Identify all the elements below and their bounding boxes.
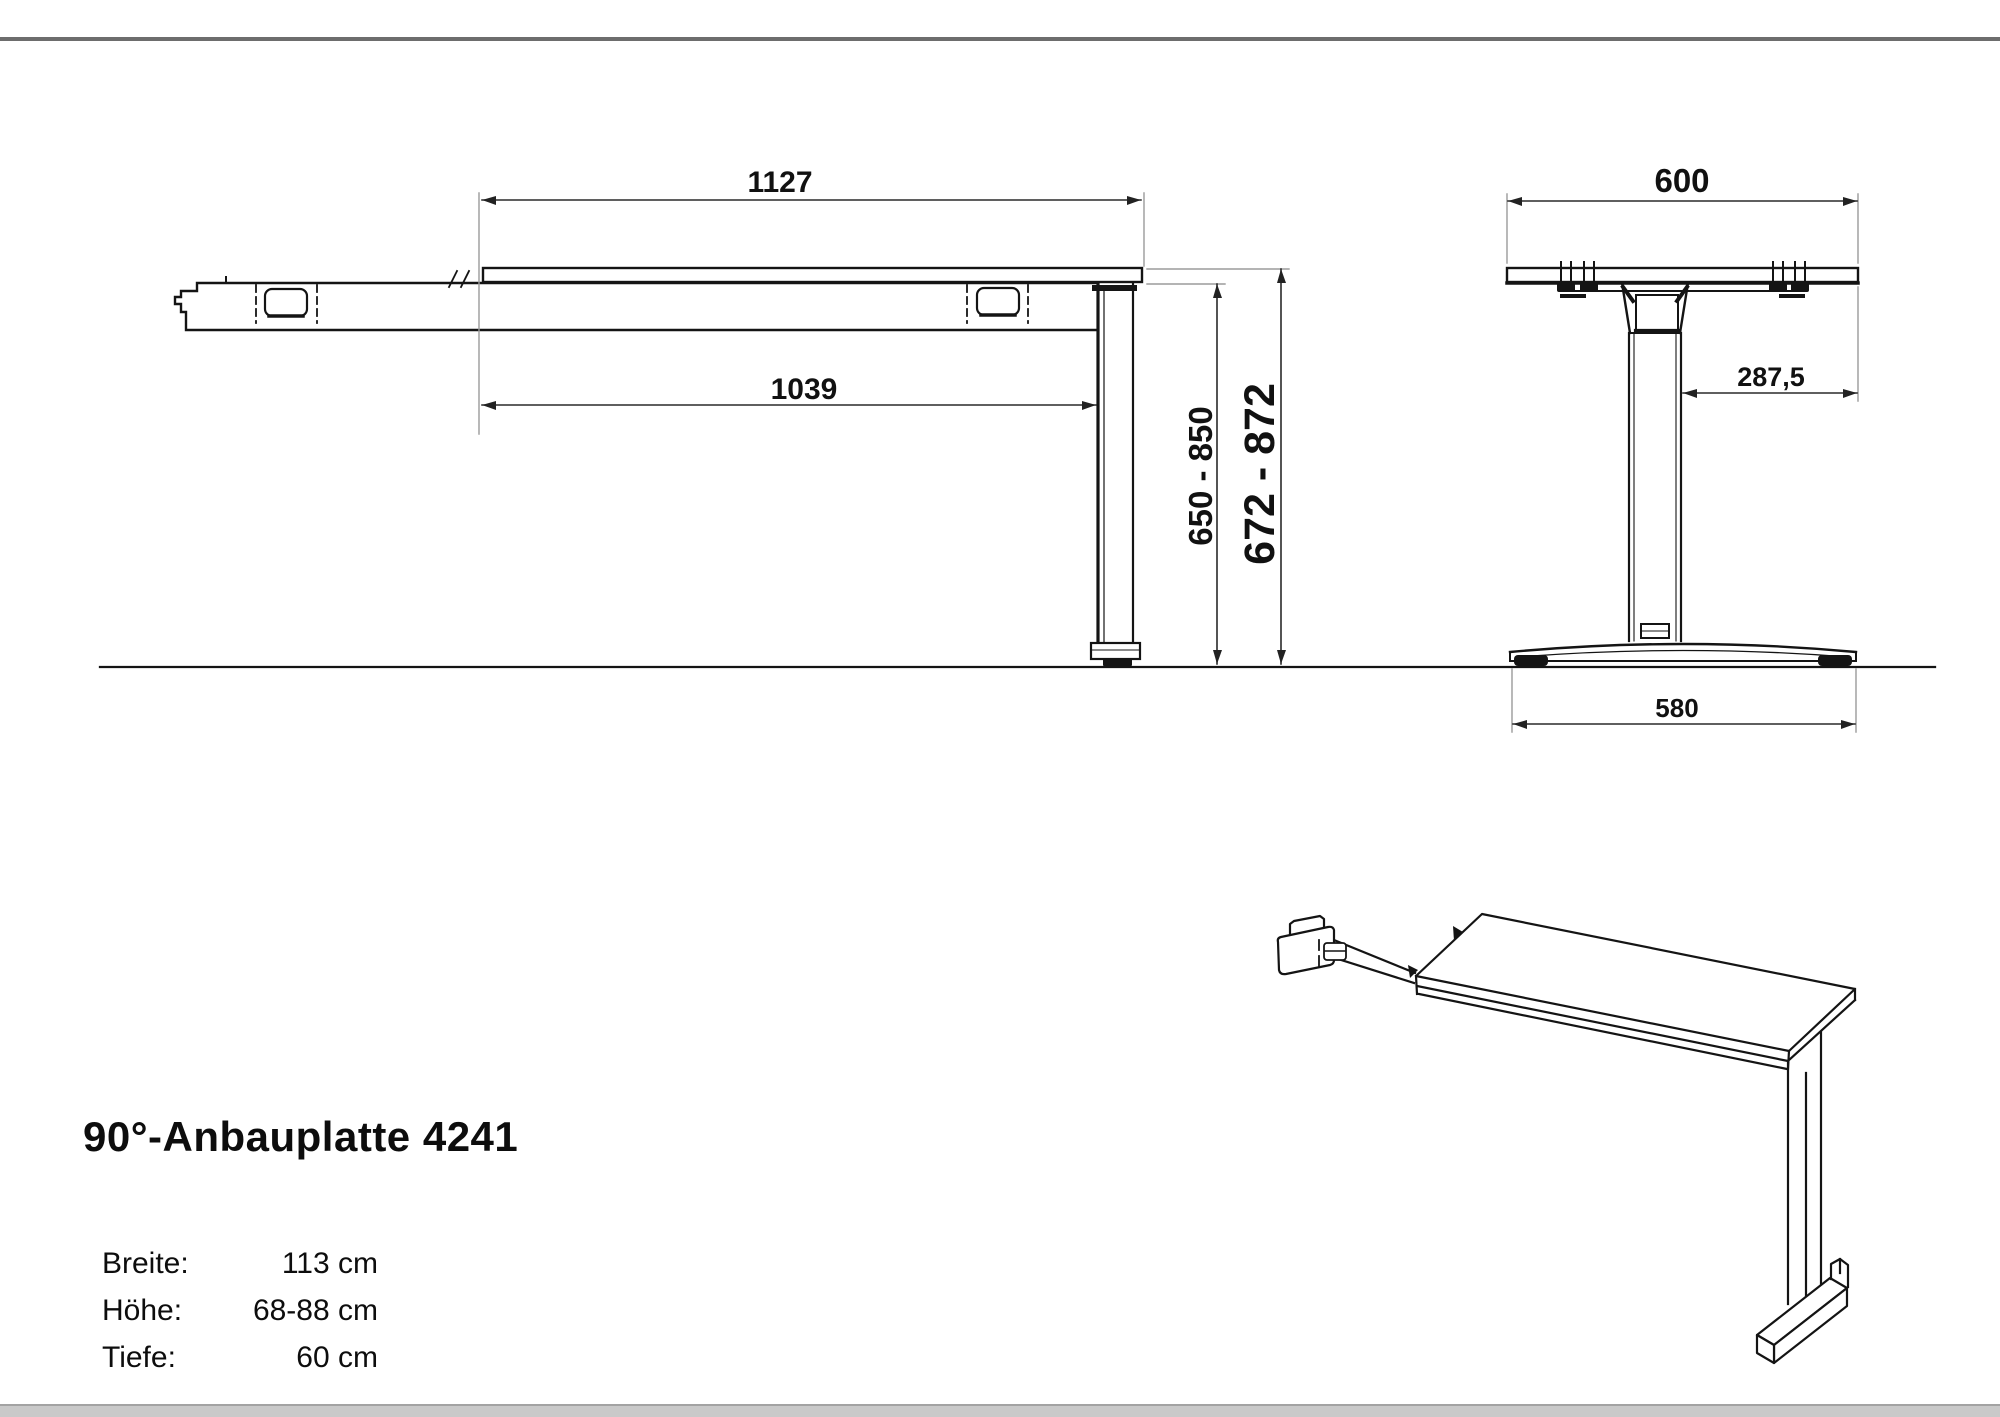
dim-label-600: 600 — [1654, 162, 1710, 199]
spec-value: 113 cm — [281, 1247, 378, 1280]
dim-label-287-5: 287,5 — [1737, 362, 1805, 392]
side-extension-lines — [479, 193, 1289, 434]
iso-panel — [1416, 914, 1855, 1069]
iso-view — [1278, 914, 1855, 1363]
dimension-base-depth — [1513, 693, 1855, 729]
dimension-top-depth — [1508, 162, 1857, 206]
table-top-side — [483, 268, 1142, 282]
front-view — [1507, 162, 1858, 732]
spec-row-tiefe — [102, 1334, 378, 1381]
frame-beam — [175, 283, 1098, 330]
dim-label-580: 580 — [1655, 693, 1699, 723]
leg-side — [1091, 283, 1140, 666]
spec-table — [102, 1240, 378, 1381]
bottom-bar — [0, 1404, 2000, 1417]
spec-row-breite — [102, 1240, 378, 1287]
dimension-top-width — [482, 166, 1141, 205]
iso-foot — [1757, 1259, 1848, 1363]
spec-label: Höhe: — [102, 1294, 183, 1327]
spec-label: Tiefe: — [102, 1341, 176, 1374]
column-lower — [1629, 333, 1681, 641]
break-marks — [449, 271, 469, 287]
side-view — [175, 166, 1289, 666]
page-title: 90°-Anbauplatte 4241 — [83, 1113, 519, 1160]
spec-label: Breite: — [102, 1247, 189, 1280]
dimension-height-inner — [1182, 284, 1222, 664]
iso-leg — [1788, 1032, 1821, 1320]
cable-grommet-right — [967, 285, 1028, 323]
spec-row-hoehe — [102, 1287, 378, 1334]
dim-label-650-850: 650 - 850 — [1182, 406, 1219, 546]
dimension-frame-width — [482, 373, 1096, 410]
dim-label-672-872: 672 - 872 — [1236, 383, 1284, 565]
dim-label-1039: 1039 — [770, 373, 838, 406]
spec-value: 68-88 cm — [252, 1294, 378, 1327]
dim-label-1127: 1127 — [747, 166, 813, 199]
dimension-height-outer — [1236, 269, 1286, 664]
dimension-overhang — [1683, 362, 1857, 398]
iso-clamp — [1278, 916, 1346, 974]
cable-grommet-left — [256, 285, 317, 323]
spec-value: 60 cm — [296, 1341, 378, 1374]
pedestal-base — [1510, 644, 1856, 666]
title-block — [83, 1113, 518, 1161]
